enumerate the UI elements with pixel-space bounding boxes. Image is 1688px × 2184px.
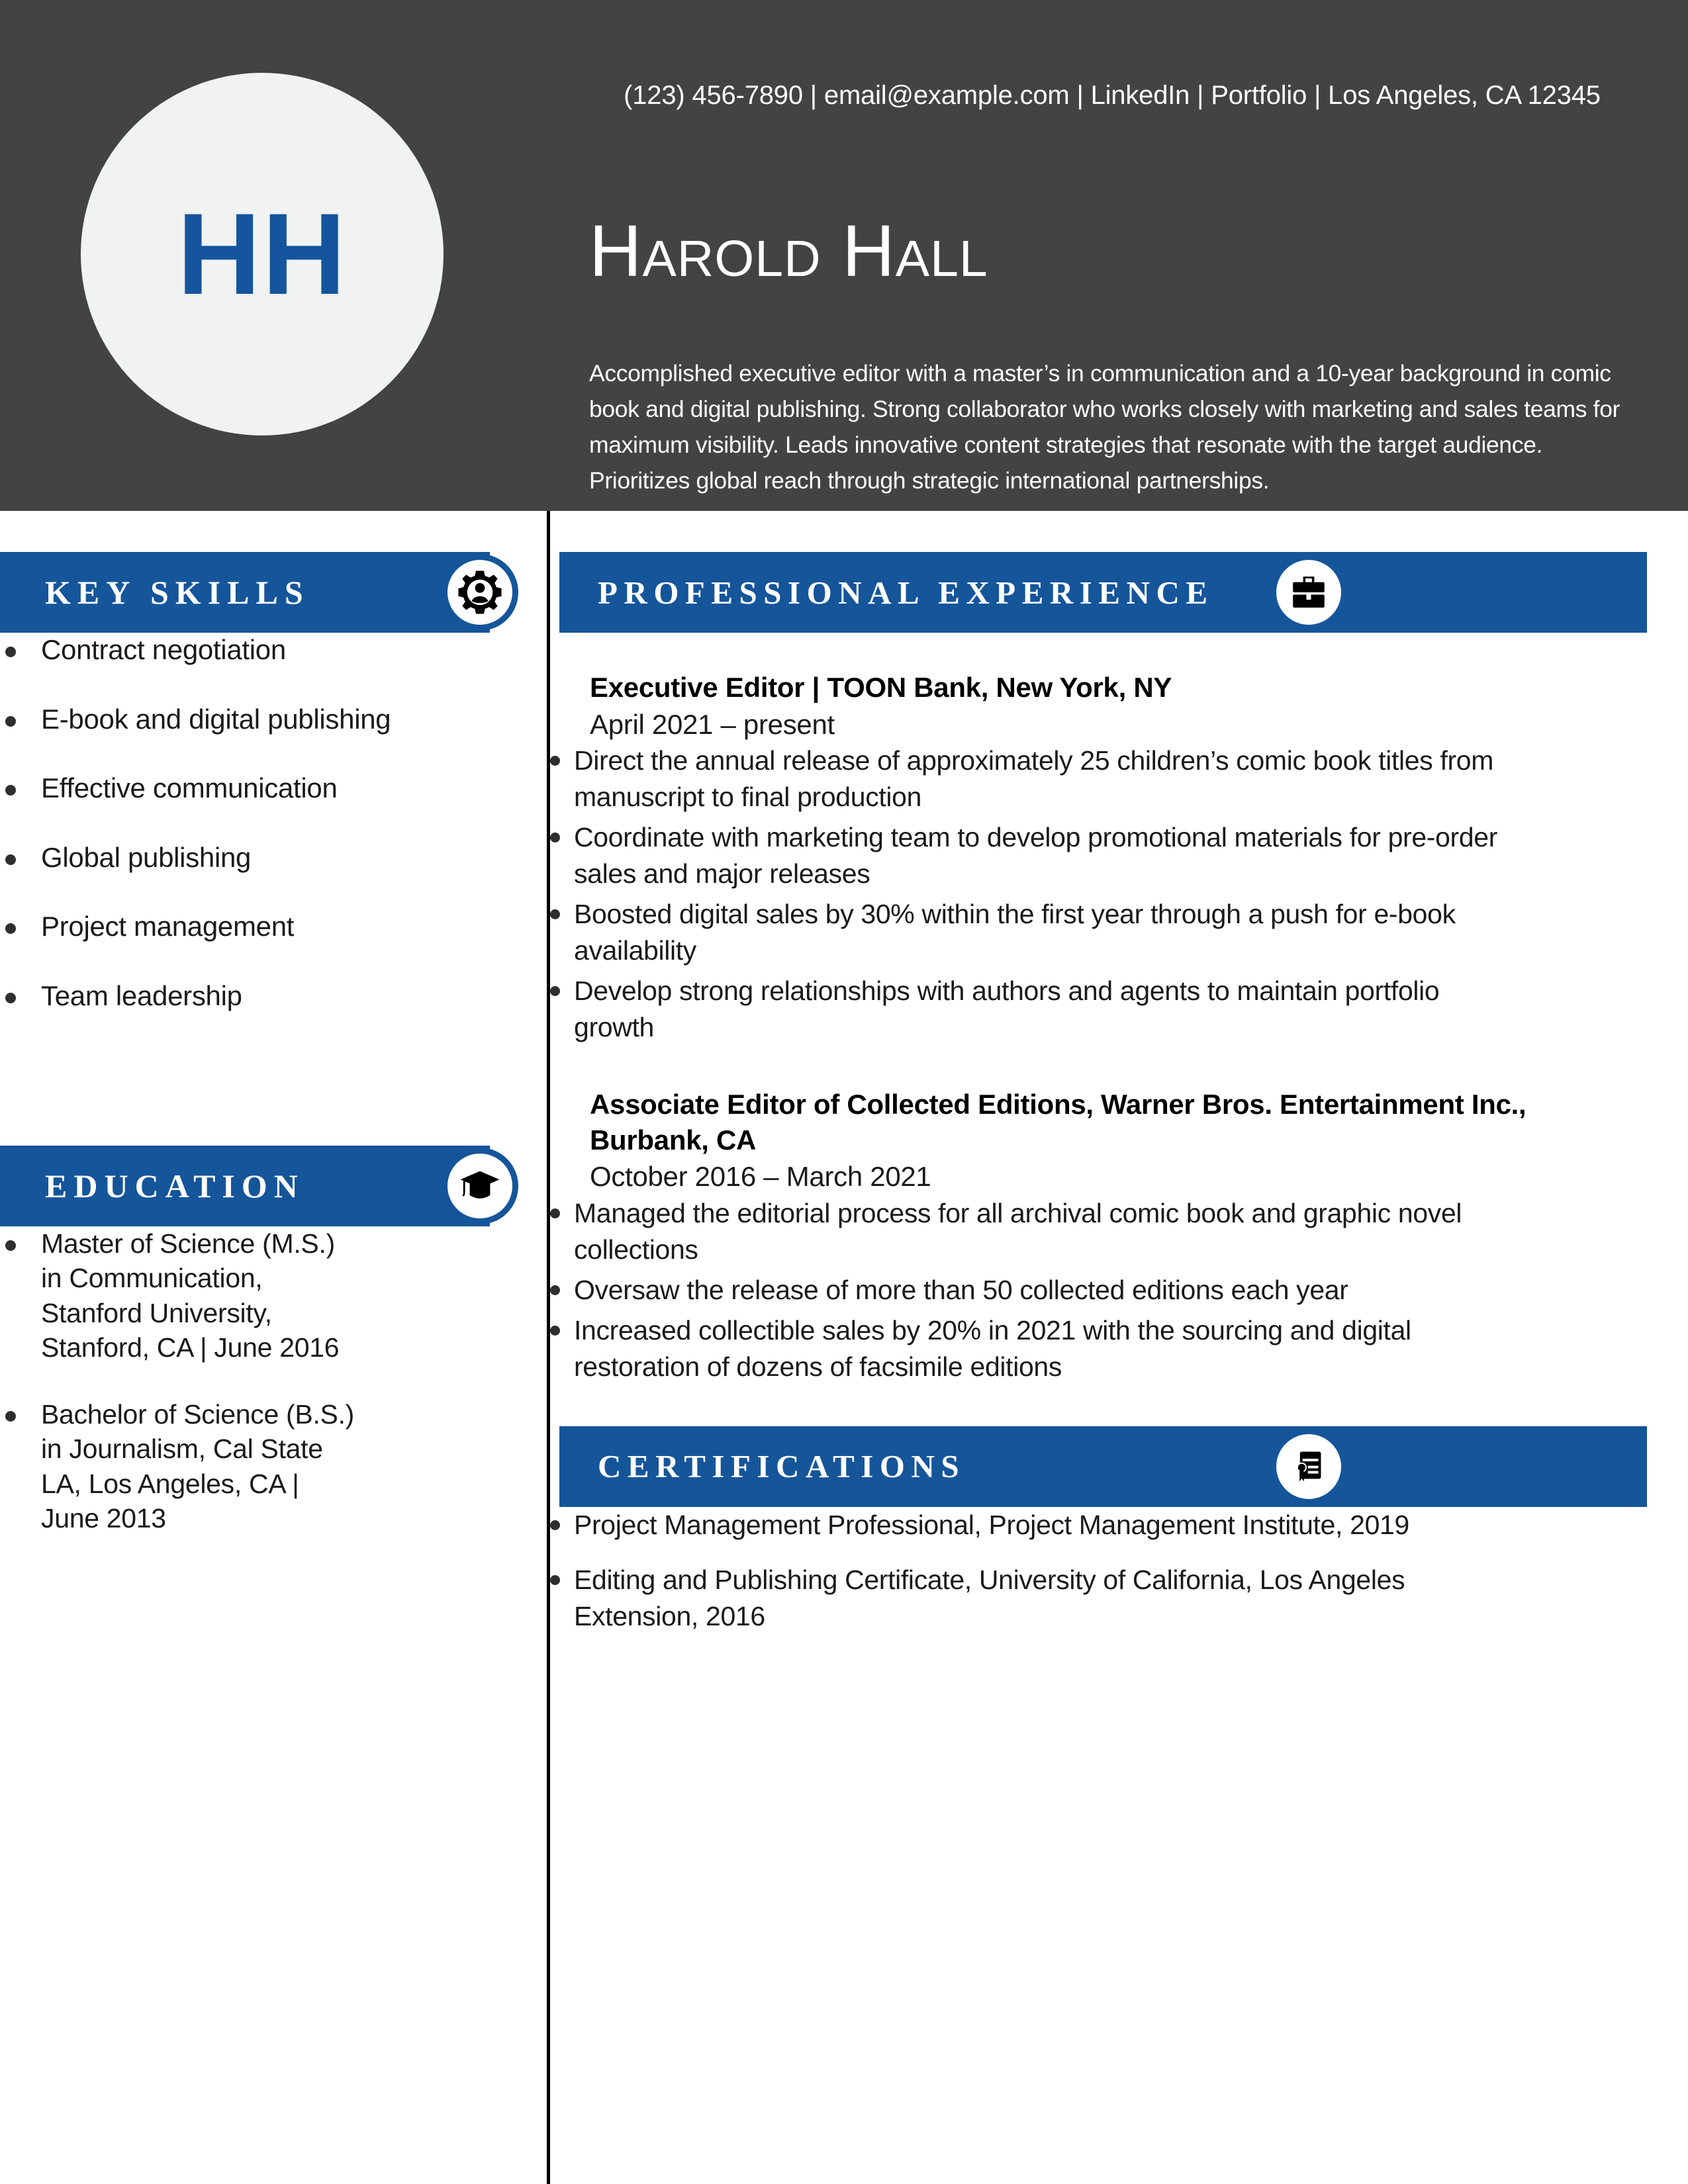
experience-entry bbox=[590, 670, 1649, 743]
list-item: Develop strong relationships with authors and agents to maintain portfolio growth bbox=[550, 973, 1503, 1046]
section-key-skills bbox=[0, 552, 547, 1013]
list-item: Managed the editorial process for all archival comic book and graphic novel collections bbox=[550, 1195, 1503, 1268]
section-professional-experience bbox=[550, 552, 1688, 1385]
list-item: Increased collectible sales by 20% in 2021 with the sourcing and digital restoration of dozens of facsimile editions bbox=[550, 1312, 1503, 1385]
list-item: Master of Science (M.S.) in Communication, Stanford University, Stanford, CA | June 2016 bbox=[0, 1226, 357, 1365]
experience-header-bar bbox=[559, 552, 1647, 633]
certifications-header-bar bbox=[559, 1426, 1647, 1507]
education-list bbox=[0, 1226, 357, 1536]
page-title: Harold Hall bbox=[589, 210, 988, 292]
list-item: Effective communication bbox=[0, 771, 410, 806]
key-skills-header-bar bbox=[0, 552, 490, 633]
education-header-bar bbox=[0, 1146, 490, 1226]
professional-summary: Accomplished executive editor with a master’s in communication and a 10-year background in comic book and digital publishing. Strong collaborator who works closely with marketing and sales teams for maximum visibility. Leads innovative content strategies that resonate with the target audience. Prioritizes global reach through strategic international partnerships. bbox=[589, 360, 1620, 494]
job-title: Executive Editor | TOON Bank, New York, NY bbox=[590, 672, 1172, 703]
certificate-icon bbox=[1270, 1428, 1347, 1505]
list-item: Contract negotiation bbox=[0, 633, 410, 668]
list-item: Global publishing bbox=[0, 841, 410, 876]
contact-line: (123) 456-7890 | email@example.com | LinkedIn | Portfolio | Los Angeles, CA 12345 bbox=[624, 81, 1601, 110]
list-item: Boosted digital sales by 30% within the first year through a push for e-book availability bbox=[550, 896, 1503, 969]
job-bullets bbox=[550, 743, 1503, 1046]
list-item: Team leadership bbox=[0, 979, 410, 1014]
key-skills-heading: KEY SKILLS bbox=[45, 574, 310, 611]
job-bullets bbox=[550, 1195, 1503, 1385]
briefcase-icon bbox=[1270, 554, 1347, 631]
list-item: E-book and digital publishing bbox=[0, 702, 410, 737]
list-item: Project management bbox=[0, 909, 410, 944]
job-dates: October 2016 – March 2021 bbox=[590, 1161, 931, 1193]
list-item: Direct the annual release of approximately 25 children’s comic book titles from manuscript to final production bbox=[550, 743, 1503, 815]
list-item: Bachelor of Science (B.S.) in Journalism, Cal State LA, Los Angeles, CA | June 2013 bbox=[0, 1397, 357, 1536]
list-item: Project Management Professional, Project Management Institute, 2019 bbox=[550, 1507, 1503, 1543]
education-heading: EDUCATION bbox=[45, 1167, 305, 1205]
certifications-list bbox=[550, 1507, 1503, 1635]
graduation-cap-icon bbox=[442, 1148, 518, 1224]
experience-heading: PROFESSIONAL EXPERIENCE bbox=[598, 574, 1214, 611]
key-skills-list bbox=[0, 633, 410, 1013]
certifications-heading: CERTIFICATIONS bbox=[598, 1448, 966, 1485]
section-education bbox=[0, 1146, 547, 1536]
avatar-initials: HH bbox=[177, 189, 348, 319]
list-item: Editing and Publishing Certificate, University of California, Los Angeles Extension, 2016 bbox=[550, 1562, 1503, 1635]
resume-header bbox=[0, 0, 1688, 511]
job-title: Associate Editor of Collected Editions, Warner Bros. Entertainment Inc., Burbank, CA bbox=[590, 1088, 1526, 1156]
right-column bbox=[550, 511, 1688, 2184]
list-item: Oversaw the release of more than 50 collected editions each year bbox=[550, 1272, 1503, 1308]
avatar bbox=[81, 73, 444, 435]
gear-person-icon bbox=[442, 554, 518, 631]
experience-entry bbox=[590, 1087, 1649, 1195]
job-dates: April 2021 – present bbox=[590, 708, 835, 740]
left-column bbox=[0, 511, 547, 2184]
list-item: Coordinate with marketing team to develop promotional materials for pre-order sales and major releases bbox=[550, 819, 1503, 892]
section-certifications bbox=[550, 1426, 1688, 1635]
